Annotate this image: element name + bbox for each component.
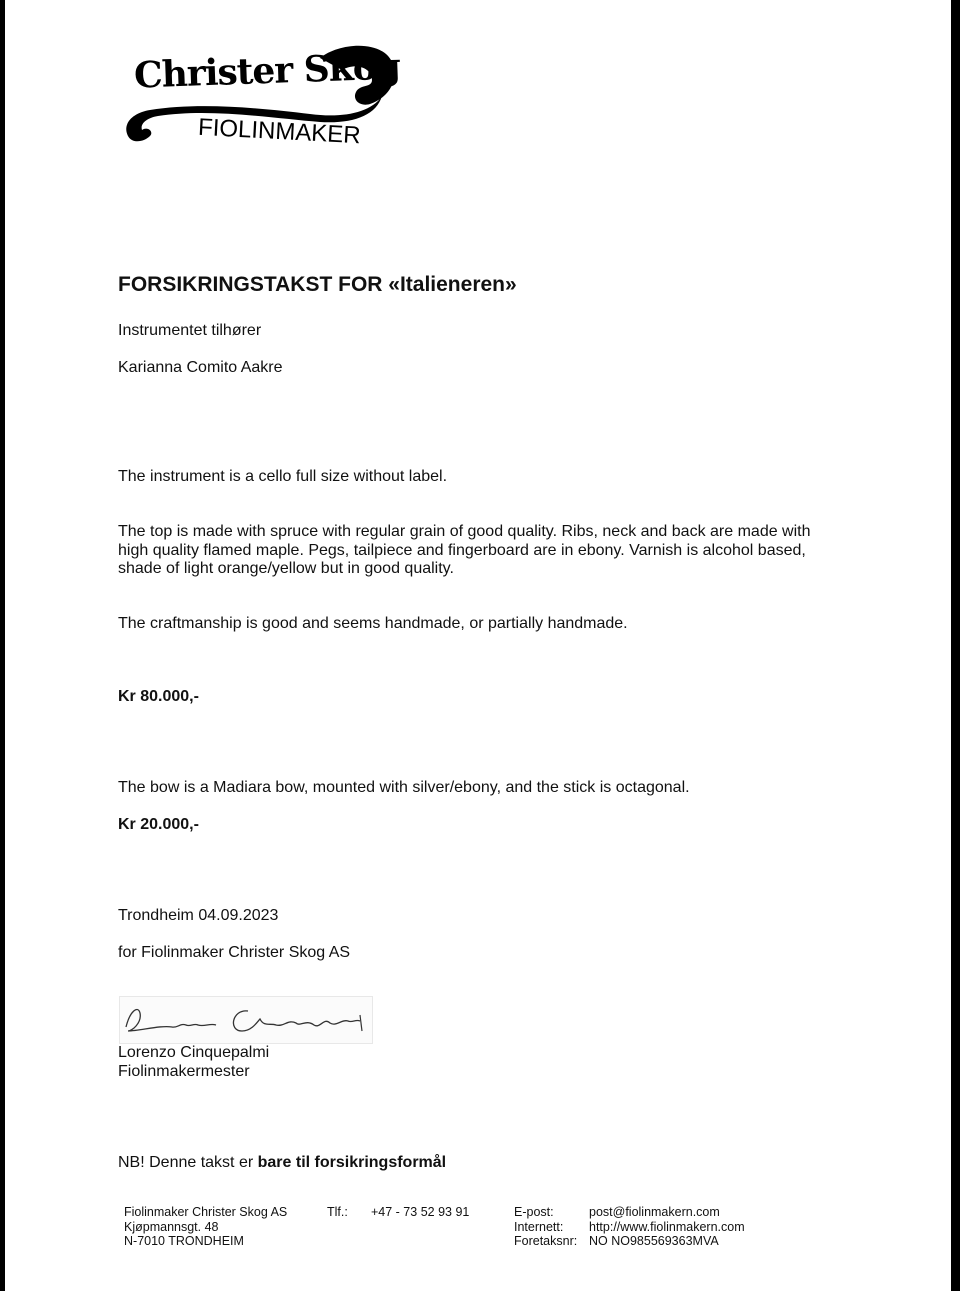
- bow-value: Kr 20.000,-: [118, 816, 199, 833]
- footer-street: Kjøpmannsgt. 48: [124, 1219, 219, 1234]
- footer-labels: [514, 1205, 577, 1249]
- company-logo: [120, 38, 400, 150]
- craftsmanship-paragraph: The craftmanship is good and seems handmade, or partially handmade.: [118, 615, 628, 632]
- footer-email: post@fiolinmakern.com: [589, 1205, 720, 1219]
- note-bold: bare til forsikringsformål: [257, 1154, 447, 1171]
- signer-name: Lorenzo Cinquepalmi: [118, 1044, 270, 1061]
- footer-web-label: Internett:: [514, 1219, 564, 1234]
- signer-title: Fiolinmakermester: [118, 1063, 250, 1080]
- footer-values: [589, 1205, 745, 1249]
- footer-email-label: E-post:: [514, 1205, 554, 1219]
- page-title: FORSIKRINGSTAKST FOR «Italieneren»: [118, 273, 517, 296]
- footer-org-label: Foretaksnr:: [514, 1234, 578, 1248]
- insurance-note: [118, 1154, 446, 1172]
- bow-paragraph: The bow is a Madiara bow, mounted with silver/ebony, and the stick is octagonal.: [118, 779, 690, 796]
- owner-name: Karianna Comito Aakre: [118, 359, 283, 376]
- note-prefix: NB! Denne takst er: [118, 1154, 258, 1171]
- footer-phone: +47 - 73 52 93 91: [371, 1205, 470, 1219]
- footer-org: NO NO985569363MVA: [589, 1234, 719, 1248]
- instrument-value: Kr 80.000,-: [118, 688, 199, 705]
- footer-address: [124, 1205, 287, 1249]
- signature-image: [119, 996, 373, 1044]
- logo-subtitle: FIOLINMAKER: [197, 113, 362, 150]
- footer-city: N-7010 TRONDHEIM: [124, 1234, 244, 1248]
- materials-paragraph: The top is made with spruce with regular grain of good quality. Ribs, neck and back are made with high quality flamed maple. Pegs, tailpiece and fingerboard are in ebony. Varnish is alcohol based, shade of light orange/yellow but in good quality.: [118, 523, 811, 577]
- instrument-paragraph: The instrument is a cello full size without label.: [118, 468, 448, 485]
- footer-phone-label: Tlf.:: [327, 1205, 348, 1219]
- footer-company: Fiolinmaker Christer Skog AS: [124, 1205, 288, 1219]
- document-page: [5, 0, 951, 1291]
- logo-name: Christer Skog: [133, 45, 401, 97]
- for-company: for Fiolinmaker Christer Skog AS: [118, 944, 351, 961]
- place-date: Trondheim 04.09.2023: [118, 907, 279, 924]
- owner-label: Instrumentet tilhører: [118, 322, 262, 339]
- footer-web: http://www.fiolinmakern.com: [589, 1219, 745, 1234]
